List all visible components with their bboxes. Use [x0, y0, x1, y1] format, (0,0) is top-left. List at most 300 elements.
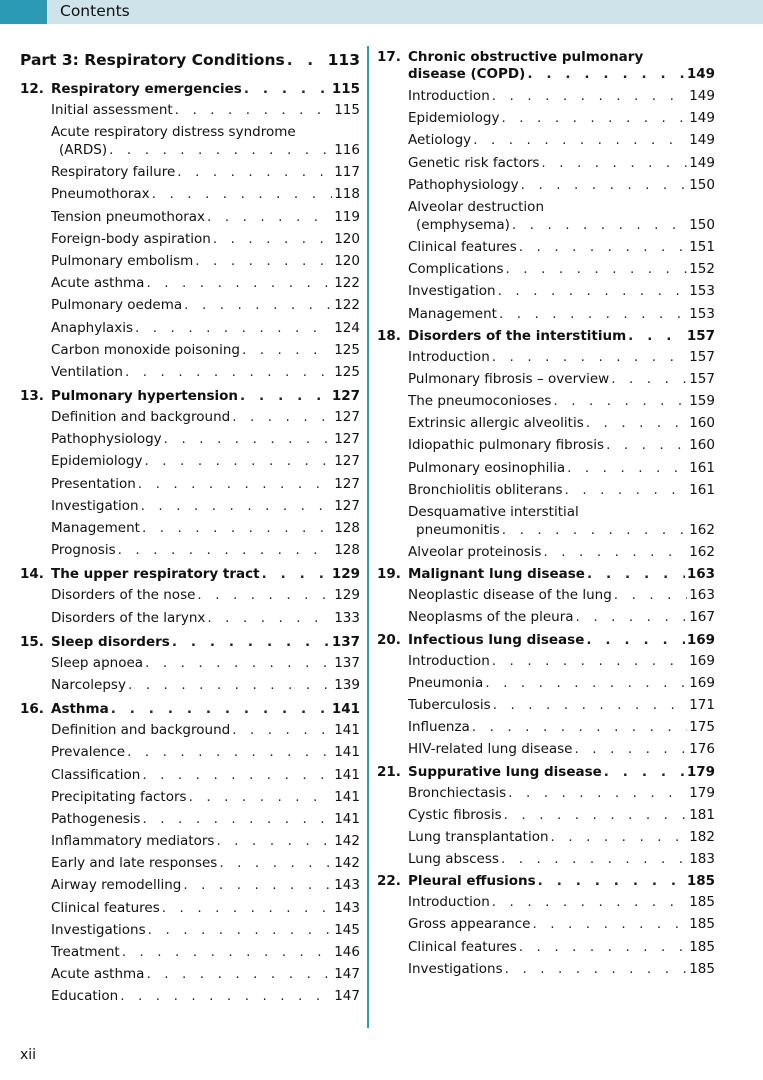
- toc-entry[interactable]: [20, 428, 360, 450]
- chapter-page: 129: [331, 566, 360, 583]
- entry-title: Alveolar destruction: [408, 198, 544, 215]
- toc-entry[interactable]: [377, 85, 715, 107]
- toc-entry[interactable]: [20, 361, 360, 383]
- part-heading[interactable]: [20, 46, 360, 76]
- dot-leader: [505, 958, 688, 980]
- entry-title: Pulmonary fibrosis – overview: [408, 370, 610, 387]
- chapter-title: Infectious lung disease: [408, 631, 585, 648]
- entry-page: 163: [689, 587, 715, 604]
- entry-page: 169: [689, 652, 715, 669]
- entry-title: Idiopathic pulmonary fibrosis: [408, 437, 605, 454]
- toc-entry[interactable]: [377, 368, 715, 390]
- toc-entry[interactable]: [377, 782, 715, 804]
- dot-leader: [614, 584, 687, 606]
- dot-leader: [498, 280, 688, 302]
- dot-leader: [512, 216, 687, 234]
- part-page: 113: [327, 51, 360, 69]
- dot-leader: [543, 541, 687, 563]
- dot-leader: [135, 317, 332, 339]
- entry-title: Disorders of the larynx: [51, 609, 206, 626]
- toc-entry[interactable]: [377, 694, 715, 716]
- toc-entry[interactable]: [377, 913, 715, 935]
- entry-page: 175: [689, 719, 715, 736]
- entry-title: The pneumoconioses: [408, 393, 552, 410]
- dot-leader: [472, 716, 687, 738]
- dot-leader: [519, 236, 687, 258]
- chapter-number: 17.: [377, 49, 401, 65]
- entry-title: Ventilation: [51, 363, 123, 380]
- dot-leader: [553, 390, 687, 412]
- dot-leader: [111, 701, 330, 717]
- chapter-number: 15.: [20, 633, 44, 650]
- entry-title: Pulmonary embolism: [51, 252, 194, 269]
- entry-page: 139: [334, 676, 360, 693]
- entry-title: Complications: [408, 261, 504, 278]
- toc-entry[interactable]: [377, 196, 715, 236]
- chapter-page: 127: [331, 388, 360, 405]
- dot-leader: [144, 450, 332, 472]
- toc-entry-line: [51, 141, 360, 159]
- dot-leader: [499, 303, 687, 325]
- entry-page: 157: [689, 348, 715, 365]
- toc-entry[interactable]: [377, 738, 715, 760]
- chapter-number: 16.: [20, 701, 44, 718]
- dot-leader: [492, 346, 687, 368]
- toc-entry[interactable]: [20, 406, 360, 428]
- entry-page: 161: [689, 481, 715, 498]
- dot-leader: [120, 985, 332, 1007]
- toc-entry[interactable]: [377, 152, 715, 174]
- toc-entry[interactable]: [20, 450, 360, 472]
- chapter-page: 141: [331, 701, 360, 718]
- chapter-heading[interactable]: [20, 701, 360, 717]
- entry-title: Clinical features: [51, 899, 160, 916]
- entry-page: 159: [689, 393, 715, 410]
- entry-title: Clinical features: [408, 938, 517, 955]
- toc-entry[interactable]: [377, 716, 715, 738]
- dot-leader: [184, 294, 332, 316]
- entry-title: Acute respiratory distress syndrome: [51, 124, 296, 141]
- chapter-heading[interactable]: [20, 81, 360, 97]
- entry-page: 122: [334, 297, 360, 314]
- chapter-number: 20.: [377, 631, 401, 648]
- toc-entry[interactable]: [377, 390, 715, 412]
- entry-title: HIV-related lung disease: [408, 741, 573, 758]
- toc-entry[interactable]: [20, 317, 360, 339]
- toc-entry[interactable]: [20, 161, 360, 183]
- entry-page: 127: [334, 497, 360, 514]
- entry-title: Precipitating factors: [51, 788, 187, 805]
- chapter-title: Respiratory emergencies: [51, 81, 242, 97]
- toc-entry[interactable]: [20, 473, 360, 495]
- entry-title: Airway remodelling: [51, 877, 182, 894]
- toc-entry[interactable]: [377, 848, 715, 870]
- entry-title: Pathogenesis: [51, 810, 141, 827]
- toc-entry[interactable]: [377, 650, 715, 672]
- dot-leader: [232, 406, 332, 428]
- toc-entry[interactable]: [377, 457, 715, 479]
- dot-leader: [118, 539, 333, 561]
- entry-page: 143: [334, 899, 360, 916]
- dot-leader: [213, 228, 332, 250]
- entry-page: 185: [689, 894, 715, 911]
- entry-title: Disorders of the nose: [51, 587, 196, 604]
- toc-entry[interactable]: [20, 741, 360, 763]
- chapter-number: 19.: [377, 566, 401, 583]
- entry-title: Initial assessment: [51, 102, 173, 118]
- dot-leader: [492, 85, 687, 107]
- entry-title-continued: (emphysema): [416, 216, 510, 233]
- toc-entry-line: [408, 198, 715, 216]
- toc-entry-line: [51, 123, 360, 141]
- chapter-title: Pleural effusions: [408, 873, 536, 890]
- chapter-page: 163: [686, 566, 715, 583]
- chapter-heading-line: [377, 49, 715, 66]
- toc-entry[interactable]: [20, 852, 360, 874]
- dot-leader: [527, 66, 685, 83]
- entry-page: 120: [334, 230, 360, 247]
- entry-page: 179: [689, 784, 715, 801]
- dot-leader: [207, 607, 332, 629]
- dot-leader: [145, 652, 332, 674]
- entry-page: 127: [334, 475, 360, 492]
- entry-page: 147: [334, 988, 360, 1005]
- toc-entry[interactable]: [377, 280, 715, 302]
- chapter-number: 12.: [20, 81, 44, 97]
- toc-entry[interactable]: [377, 303, 715, 325]
- chapter-heading[interactable]: [377, 764, 715, 780]
- toc-entry[interactable]: [377, 501, 715, 541]
- entry-title: Lung abscess: [408, 851, 499, 868]
- entry-page: 153: [689, 305, 715, 322]
- dot-leader: [551, 826, 688, 848]
- toc-entry[interactable]: [377, 236, 715, 258]
- toc-entry[interactable]: [20, 517, 360, 539]
- entry-title: Investigation: [408, 283, 496, 300]
- dot-leader: [195, 250, 332, 272]
- entry-page: 133: [334, 609, 360, 626]
- dot-leader: [142, 517, 332, 539]
- dot-leader: [262, 566, 330, 582]
- page-number: xii: [20, 1047, 37, 1063]
- toc-entry[interactable]: [377, 936, 715, 958]
- entry-page: 149: [689, 110, 715, 127]
- entry-title: Treatment: [51, 944, 120, 960]
- dot-leader: [287, 51, 326, 69]
- chapter-heading[interactable]: [20, 388, 360, 404]
- entry-title: Prognosis: [51, 542, 116, 559]
- entry-page: 141: [334, 810, 360, 827]
- chapter-page: 185: [686, 873, 715, 890]
- toc-entry[interactable]: [377, 606, 715, 628]
- entry-page: 183: [689, 851, 715, 868]
- entry-page: 152: [689, 261, 715, 278]
- entry-page: 141: [334, 766, 360, 783]
- chapter-heading[interactable]: [20, 634, 360, 650]
- dot-leader: [492, 650, 687, 672]
- entry-page: 151: [689, 238, 715, 255]
- entry-page: 171: [689, 696, 715, 713]
- toc-entry[interactable]: [377, 346, 715, 368]
- chapter-heading[interactable]: [377, 49, 715, 83]
- dot-leader: [164, 428, 333, 450]
- entry-page: 150: [689, 216, 715, 233]
- dot-leader: [576, 606, 688, 628]
- toc-entry[interactable]: [20, 206, 360, 228]
- chapter-title: Asthma: [51, 701, 109, 718]
- entry-title: Education: [51, 988, 119, 1005]
- entry-page: 150: [689, 176, 715, 193]
- toc-entry[interactable]: [20, 985, 360, 1007]
- toc-entry[interactable]: [20, 652, 360, 674]
- dot-leader: [538, 873, 685, 889]
- toc-entry[interactable]: [20, 539, 360, 561]
- entry-title: Epidemiology: [408, 110, 500, 127]
- toc-entry[interactable]: [377, 258, 715, 280]
- chapter-heading[interactable]: [20, 566, 360, 582]
- chapter-page: 169: [686, 631, 715, 648]
- dot-leader: [125, 361, 332, 383]
- dot-leader: [242, 339, 332, 361]
- entry-page: 149: [689, 154, 715, 171]
- dot-leader: [473, 129, 687, 151]
- dot-leader: [216, 830, 332, 852]
- toc-entry[interactable]: [377, 672, 715, 694]
- dot-leader: [504, 804, 688, 826]
- entry-title: Neoplastic disease of the lung: [408, 587, 612, 604]
- toc-entry[interactable]: [20, 584, 360, 606]
- dot-leader: [628, 328, 685, 344]
- chapter-heading[interactable]: [377, 632, 715, 648]
- entry-title-continued: (ARDS): [59, 142, 108, 159]
- toc-entry[interactable]: [20, 897, 360, 919]
- entry-title: Pneumothorax: [51, 186, 150, 203]
- dot-leader: [162, 897, 332, 919]
- dot-leader: [485, 672, 687, 694]
- entry-page: 128: [334, 520, 360, 536]
- entry-title: Pneumonia: [408, 674, 484, 691]
- toc-entry[interactable]: [20, 808, 360, 830]
- chapter-heading[interactable]: [377, 873, 715, 889]
- dot-leader: [586, 632, 684, 648]
- dot-leader: [587, 566, 685, 582]
- entry-page: 128: [334, 542, 360, 559]
- dot-leader: [521, 174, 688, 196]
- toc-entry[interactable]: [20, 607, 360, 629]
- chapter-title: The upper respiratory tract: [51, 566, 260, 583]
- chapter-title-continued: disease (COPD): [408, 66, 526, 82]
- header-accent-tab: [0, 0, 47, 24]
- toc-entry[interactable]: [20, 874, 360, 896]
- entry-title: Cystic fibrosis: [408, 806, 502, 823]
- toc-entry[interactable]: [20, 228, 360, 250]
- entry-page: 149: [689, 132, 715, 149]
- entry-page: 125: [334, 363, 360, 380]
- toc-entry[interactable]: [377, 174, 715, 196]
- entry-title: Investigation: [51, 497, 139, 514]
- dot-leader: [152, 183, 333, 205]
- entry-page: 147: [334, 966, 360, 983]
- toc-entry[interactable]: [20, 183, 360, 205]
- toc-entry[interactable]: [377, 434, 715, 456]
- entry-title: Pathophysiology: [408, 176, 519, 193]
- entry-title: Investigations: [408, 960, 503, 977]
- toc-entry[interactable]: [20, 764, 360, 786]
- chapter-title: Sleep disorders: [51, 633, 170, 650]
- chapter-number: 14.: [20, 566, 44, 583]
- entry-page: 182: [689, 828, 715, 845]
- entry-title: Definition and background: [51, 722, 231, 739]
- entry-page: 127: [334, 431, 360, 448]
- dot-leader: [604, 764, 685, 780]
- entry-title: Carbon monoxide poisoning: [51, 341, 240, 358]
- entry-title: Definition and background: [51, 409, 231, 426]
- toc-entry[interactable]: [20, 963, 360, 985]
- entry-title: Introduction: [408, 652, 490, 669]
- entry-page: 160: [689, 437, 715, 454]
- dot-leader: [606, 434, 687, 456]
- dot-leader: [142, 808, 332, 830]
- toc-entry[interactable]: [377, 541, 715, 563]
- entry-title: Classification: [51, 766, 141, 783]
- dot-leader: [519, 936, 687, 958]
- dot-leader: [138, 473, 332, 495]
- entry-title: Early and late responses: [51, 855, 218, 872]
- toc-entry-line: [408, 503, 715, 521]
- chapter-heading[interactable]: [377, 328, 715, 344]
- chapter-title: Suppurative lung disease: [408, 763, 602, 780]
- entry-page: 141: [334, 744, 360, 761]
- chapter-heading[interactable]: [377, 566, 715, 582]
- dot-leader: [244, 81, 330, 97]
- toc-entry[interactable]: [377, 826, 715, 848]
- entry-title-continued: pneumonitis: [416, 522, 500, 538]
- toc-entry[interactable]: [20, 674, 360, 696]
- toc-entry[interactable]: [20, 272, 360, 294]
- entry-title: Pulmonary eosinophilia: [408, 459, 566, 476]
- column-divider: [367, 46, 369, 1028]
- toc-entry-line: [408, 521, 715, 539]
- dot-leader: [586, 412, 687, 434]
- dot-leader: [501, 848, 687, 870]
- entry-page: 120: [334, 252, 360, 269]
- entry-title: Sleep apnoea: [51, 654, 144, 671]
- entry-title: Lung transplantation: [408, 828, 549, 845]
- entry-title: Pulmonary oedema: [51, 297, 183, 314]
- toc-entry[interactable]: [377, 958, 715, 980]
- entry-title: Pathophysiology: [51, 431, 162, 448]
- entry-title: Introduction: [408, 348, 490, 365]
- dot-leader: [127, 741, 332, 763]
- entry-page: 119: [334, 208, 360, 225]
- entry-title: Investigations: [51, 921, 146, 938]
- dot-leader: [148, 919, 333, 941]
- dot-leader: [565, 479, 688, 501]
- entry-title: Management: [51, 520, 140, 536]
- toc-entry[interactable]: [377, 107, 715, 129]
- toc-entry[interactable]: [377, 129, 715, 151]
- entry-page: 146: [334, 944, 360, 960]
- dot-leader: [506, 258, 688, 280]
- entry-page: 153: [689, 283, 715, 300]
- dot-leader: [502, 521, 687, 539]
- dot-leader: [611, 368, 687, 390]
- entry-title: Prevalence: [51, 744, 126, 761]
- entry-page: 185: [689, 938, 715, 955]
- toc-right-column: [377, 46, 715, 980]
- toc-entry[interactable]: [20, 786, 360, 808]
- chapter-number: 22.: [377, 873, 401, 890]
- entry-page: 181: [689, 806, 715, 823]
- entry-page: 169: [689, 674, 715, 691]
- page-title: Contents: [60, 2, 130, 20]
- dot-leader: [493, 694, 688, 716]
- toc-entry[interactable]: [20, 99, 360, 121]
- entry-title: Tension pneumothorax: [51, 208, 206, 225]
- toc-entry[interactable]: [20, 830, 360, 852]
- chapter-title: Disorders of the interstitium: [408, 327, 627, 344]
- dot-leader: [501, 107, 687, 129]
- entry-page: 127: [334, 409, 360, 426]
- entry-title: Acute asthma: [51, 966, 145, 983]
- chapter-page: 179: [686, 763, 715, 780]
- entry-page: 115: [334, 102, 360, 118]
- dot-leader: [575, 738, 688, 760]
- entry-title: Desquamative interstitial: [408, 504, 579, 520]
- entry-page: 118: [334, 186, 360, 203]
- entry-page: 141: [334, 722, 360, 739]
- toc-entry[interactable]: [377, 412, 715, 434]
- toc-entry[interactable]: [377, 891, 715, 913]
- dot-leader: [175, 99, 333, 121]
- toc-entry[interactable]: [20, 294, 360, 316]
- toc-entry[interactable]: [377, 584, 715, 606]
- entry-title: Bronchiectasis: [408, 784, 507, 801]
- entry-title: Inflammatory mediators: [51, 833, 215, 850]
- chapter-heading-line: [377, 66, 715, 83]
- entry-page: 127: [334, 453, 360, 470]
- entry-page: 162: [689, 544, 715, 560]
- chapter-title: Malignant lung disease: [408, 566, 585, 583]
- entry-page: 145: [334, 921, 360, 938]
- contents-header: [0, 0, 763, 24]
- chapter-page: 149: [686, 66, 715, 82]
- toc-entry[interactable]: [20, 495, 360, 517]
- toc-entry[interactable]: [377, 804, 715, 826]
- toc-entry[interactable]: [20, 250, 360, 272]
- toc-entry[interactable]: [20, 339, 360, 361]
- entry-title: Epidemiology: [51, 453, 143, 470]
- toc-entry[interactable]: [20, 919, 360, 941]
- entry-page: 116: [334, 142, 360, 159]
- dot-leader: [128, 674, 332, 696]
- entry-title: Genetic risk factors: [408, 154, 540, 171]
- toc-entry[interactable]: [20, 121, 360, 161]
- entry-title: Alveolar proteinosis: [408, 544, 542, 560]
- entry-title: Narcolepsy: [51, 676, 126, 693]
- dot-leader: [146, 963, 332, 985]
- dot-leader: [541, 152, 687, 174]
- dot-leader: [508, 782, 687, 804]
- entry-page: 137: [334, 654, 360, 671]
- chapter-number: 13.: [20, 388, 44, 405]
- toc-entry[interactable]: [20, 719, 360, 741]
- entry-title: Tuberculosis: [408, 696, 491, 713]
- dot-leader: [189, 786, 333, 808]
- toc-left-column: [20, 46, 360, 1008]
- toc-entry[interactable]: [20, 941, 360, 963]
- toc-entry[interactable]: [377, 479, 715, 501]
